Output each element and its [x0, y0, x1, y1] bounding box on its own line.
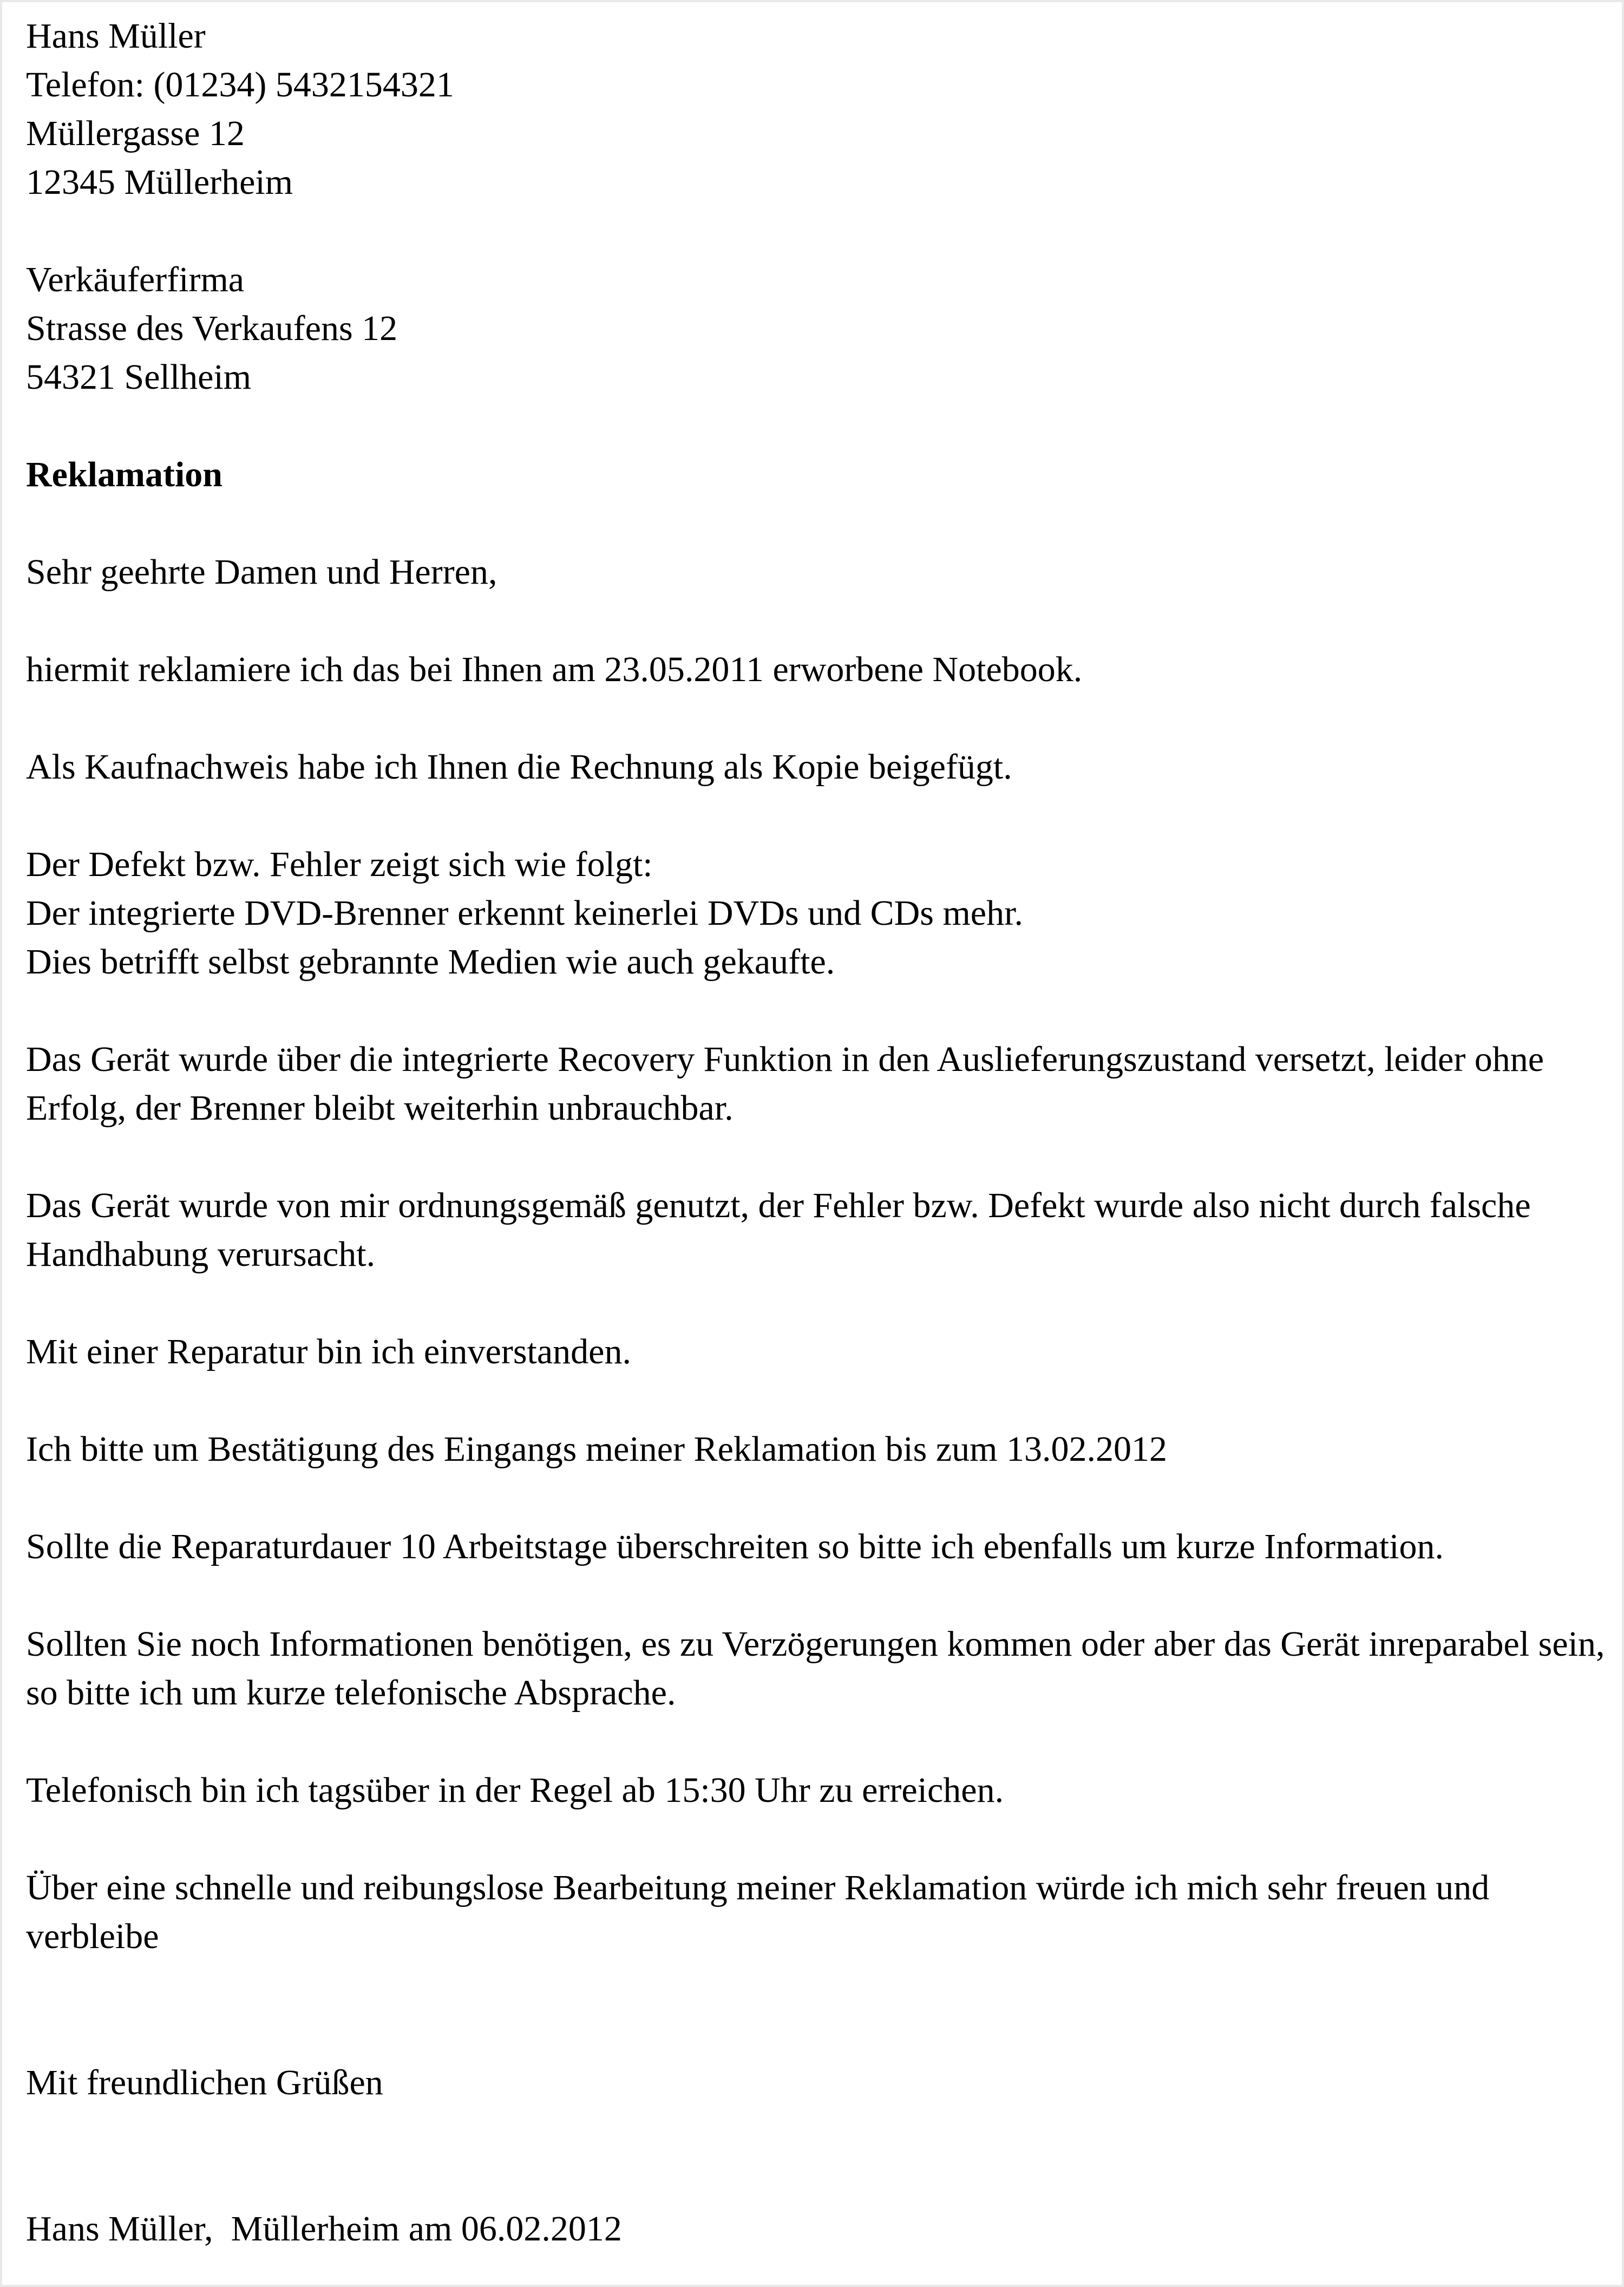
sender-address: Hans Müller Telefon: (01234) 5432154321 Müllergasse 12 12345 Müllerheim: [26, 16, 454, 202]
closing-formula: Mit freundlichen Grüßen: [26, 2063, 383, 2102]
paragraph: Als Kaufnachweis habe ich Ihnen die Rechnung als Kopie beigefügt.: [26, 747, 1012, 787]
paragraph: hiermit reklamiere ich das bei Ihnen am 23.05.2011 erworbene Notebook.: [26, 650, 1083, 689]
letter-page: [2, 2, 1622, 2285]
paragraph: Telefonisch bin ich tagsüber in der Regel ab 15:30 Uhr zu erreichen.: [26, 1770, 1004, 1810]
paragraph: Über eine schnelle und reibungslose Bearbeitung meiner Reklamation würde ich mich sehr freuen und verbleibe: [26, 1868, 1490, 1956]
letter-body: [26, 645, 1609, 1961]
subject-line: Reklamation: [26, 455, 222, 494]
paragraph: Sollten Sie noch Informationen benötigen, es zu Verzögerungen kommen oder aber das Gerät inreparabel sein, so bitte ich um kurze telefonische Absprache.: [26, 1624, 1605, 1713]
paragraph: Mit einer Reparatur bin ich einverstanden.: [26, 1332, 631, 1371]
paragraph: Das Gerät wurde über die integrierte Recovery Funktion in den Auslieferungszustand versetzt, leider ohne Erfolg, der Brenner bleibt weiterhin unbrauchbar.: [26, 1040, 1544, 1128]
paragraph: Sollte die Reparaturdauer 10 Arbeitstage überschreiten so bitte ich ebenfalls um kurze Information.: [26, 1527, 1444, 1566]
paragraph: Das Gerät wurde von mir ordnungsgemäß genutzt, der Fehler bzw. Defekt wurde also nicht durch falsche Handhabung verursacht.: [26, 1186, 1531, 1274]
recipient-address: Verkäuferfirma Strasse des Verkaufens 12 54321 Sellheim: [26, 260, 398, 397]
salutation: Sehr geehrte Damen und Herren,: [26, 552, 497, 592]
signature-line: Hans Müller, Müllerheim am 06.02.2012: [26, 2209, 622, 2249]
paragraph: Der Defekt bzw. Fehler zeigt sich wie folgt: Der integrierte DVD-Brenner erkennt keinerlei DVDs und CDs mehr. Dies betrifft selbst gebrannte Medien wie auch gekaufte.: [26, 845, 1023, 982]
paragraph: Ich bitte um Bestätigung des Eingangs meiner Reklamation bis zum 13.02.2012: [26, 1429, 1167, 1469]
